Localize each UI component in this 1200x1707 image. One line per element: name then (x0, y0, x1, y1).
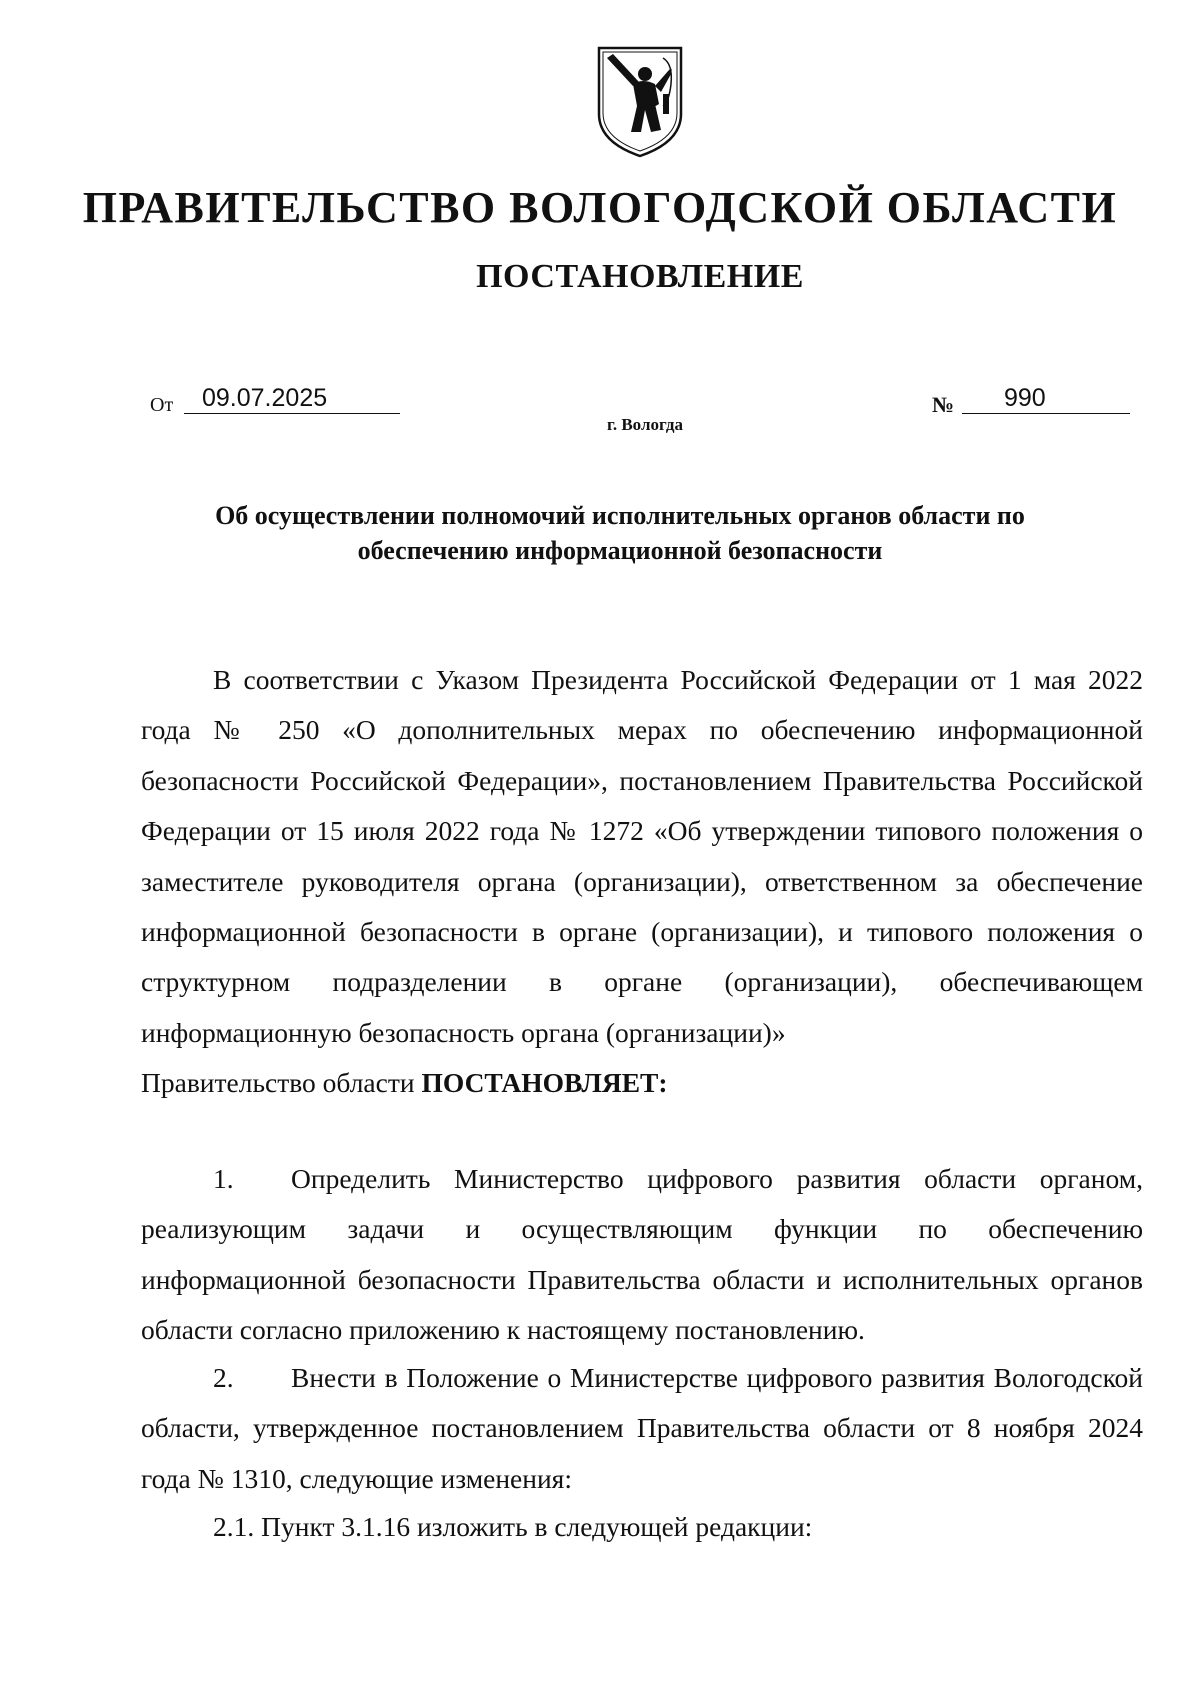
organization-title: ПРАВИТЕЛЬСТВО ВОЛОГОДСКОЙ ОБЛАСТИ (82, 183, 1118, 232)
resolve-prefix: Правительство области (141, 1067, 415, 1098)
document-subject: Об осуществлении полномочий исполнительных органов области по обеспечению информационной безопасности (215, 501, 1025, 565)
preamble-paragraph: В соответствии с Указом Президента Российской Федерации от 1 мая 2022 года № 250 «О дополнительных мерах по обеспечению информационной безопасности Российской Федерации», постановлением Правительства Российской Федерации от 15 июля 2022 года № 1272 «Об утверждении типового положения о заместителе руководителя органа (организации), ответственном за обеспечение информационной безопасности в органе (организации), и типового положения о структурном подразделении в органе (организации), обеспечивающем информационную безопасность органа (организации)» (141, 664, 1143, 1048)
coat-of-arms-emblem (593, 44, 687, 159)
list-item (141, 1154, 1143, 1356)
document-number: 990 (962, 384, 1130, 414)
item-number: 2. (213, 1362, 234, 1393)
item-text: Внести в Положение о Министерстве цифрового развития Вологодской области, утвержденное постановлением Правительства области от 8 ноября 2024 года № 1310, следующие изменения: (141, 1362, 1143, 1494)
resolve-line (141, 1058, 1143, 1108)
resolve-word: ПОСТАНОВЛЯЕТ: (421, 1067, 668, 1098)
item-text: 2.1. Пункт 3.1.16 изложить в следующей редакции: (213, 1511, 813, 1542)
city-label: г. Вологда (607, 415, 683, 434)
item-text: Определить Министерство цифрового развития области органом, реализующим задачи и осуществляющим функции по обеспечению информационной безопасности Правительства области и исполнительных органов области согласно приложению к настоящему постановлению. (141, 1163, 1143, 1346)
list-item (141, 1502, 1143, 1552)
number-prefix: № (932, 392, 955, 417)
document-type: ПОСТАНОВЛЕНИЕ (476, 258, 804, 295)
list-item (141, 1353, 1143, 1504)
date-prefix: От (150, 394, 174, 416)
document-date: 09.07.2025 (184, 384, 400, 414)
item-number: 1. (213, 1163, 234, 1194)
